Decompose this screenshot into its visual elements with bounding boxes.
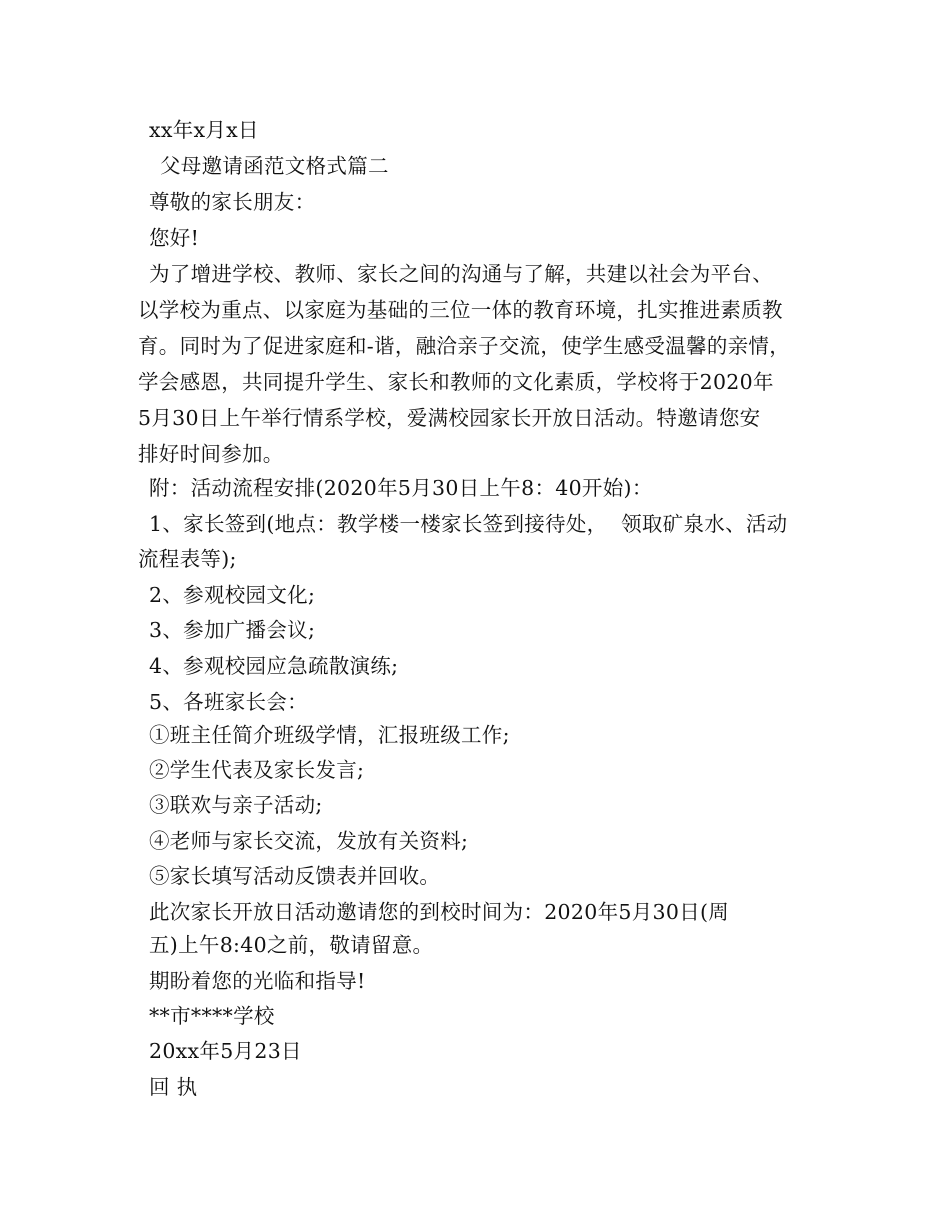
schedule-item-continued: 流程表等); xyxy=(138,547,237,571)
sub-item: ③联欢与亲子活动; xyxy=(149,793,323,817)
arrival-time-continued: 五)上午8:40之前，敬请留意。 xyxy=(149,933,434,957)
body-line: 排好时间参加。 xyxy=(138,442,284,466)
school-name: **市****学校 xyxy=(149,1004,275,1028)
schedule-item: 2、参观校园文化; xyxy=(149,583,316,607)
body-line: 学会感恩，共同提升学生、家长和教师的文化素质，学校将于2020年 xyxy=(138,370,774,394)
receipt-heading: 回 执 xyxy=(149,1075,198,1099)
date-bottom: 20xx年5月23日 xyxy=(149,1039,302,1063)
closing-line: 期盼着您的光临和指导! xyxy=(149,969,366,993)
sub-item: ④老师与家长交流，发放有关资料; xyxy=(149,829,469,853)
schedule-heading: 附：活动流程安排(2020年5月30日上午8：40开始)： xyxy=(149,476,653,500)
greeting: 您好! xyxy=(149,226,200,250)
document-title: 父母邀请函范文格式篇二 xyxy=(160,154,389,178)
body-line: 育。同时为了促进家庭和-谐，融洽亲子交流，使学生感受温馨的亲情， xyxy=(138,334,791,358)
schedule-item: 5、各班家长会： xyxy=(149,690,308,714)
body-line: 为了增进学校、教师、家长之间的沟通与了解，共建以社会为平台、 xyxy=(149,262,773,286)
arrival-time: 此次家长开放日活动邀请您的到校时间为：2020年5月30日(周 xyxy=(149,900,730,924)
salutation: 尊敬的家长朋友： xyxy=(149,190,316,214)
sub-item: ①班主任简介班级学情，汇报班级工作; xyxy=(149,723,510,747)
date-top: xx年x月x日 xyxy=(149,118,259,142)
schedule-item: 1、家长签到(地点：教学楼一楼家长签到接待处， 领取矿泉水、活动 xyxy=(149,512,788,536)
schedule-item: 3、参加广播会议; xyxy=(149,618,316,642)
body-line: 5月30日上午举行情系学校，爱满校园家长开放日活动。特邀请您安 xyxy=(138,406,761,430)
schedule-item: 4、参观校园应急疏散演练; xyxy=(149,654,399,678)
body-line: 以学校为重点、以家庭为基础的三位一体的教育环境，扎实推进素质教 xyxy=(138,298,783,322)
sub-item: ②学生代表及家长发言; xyxy=(149,758,365,782)
sub-item: ⑤家长填写活动反馈表并回收。 xyxy=(149,864,441,888)
